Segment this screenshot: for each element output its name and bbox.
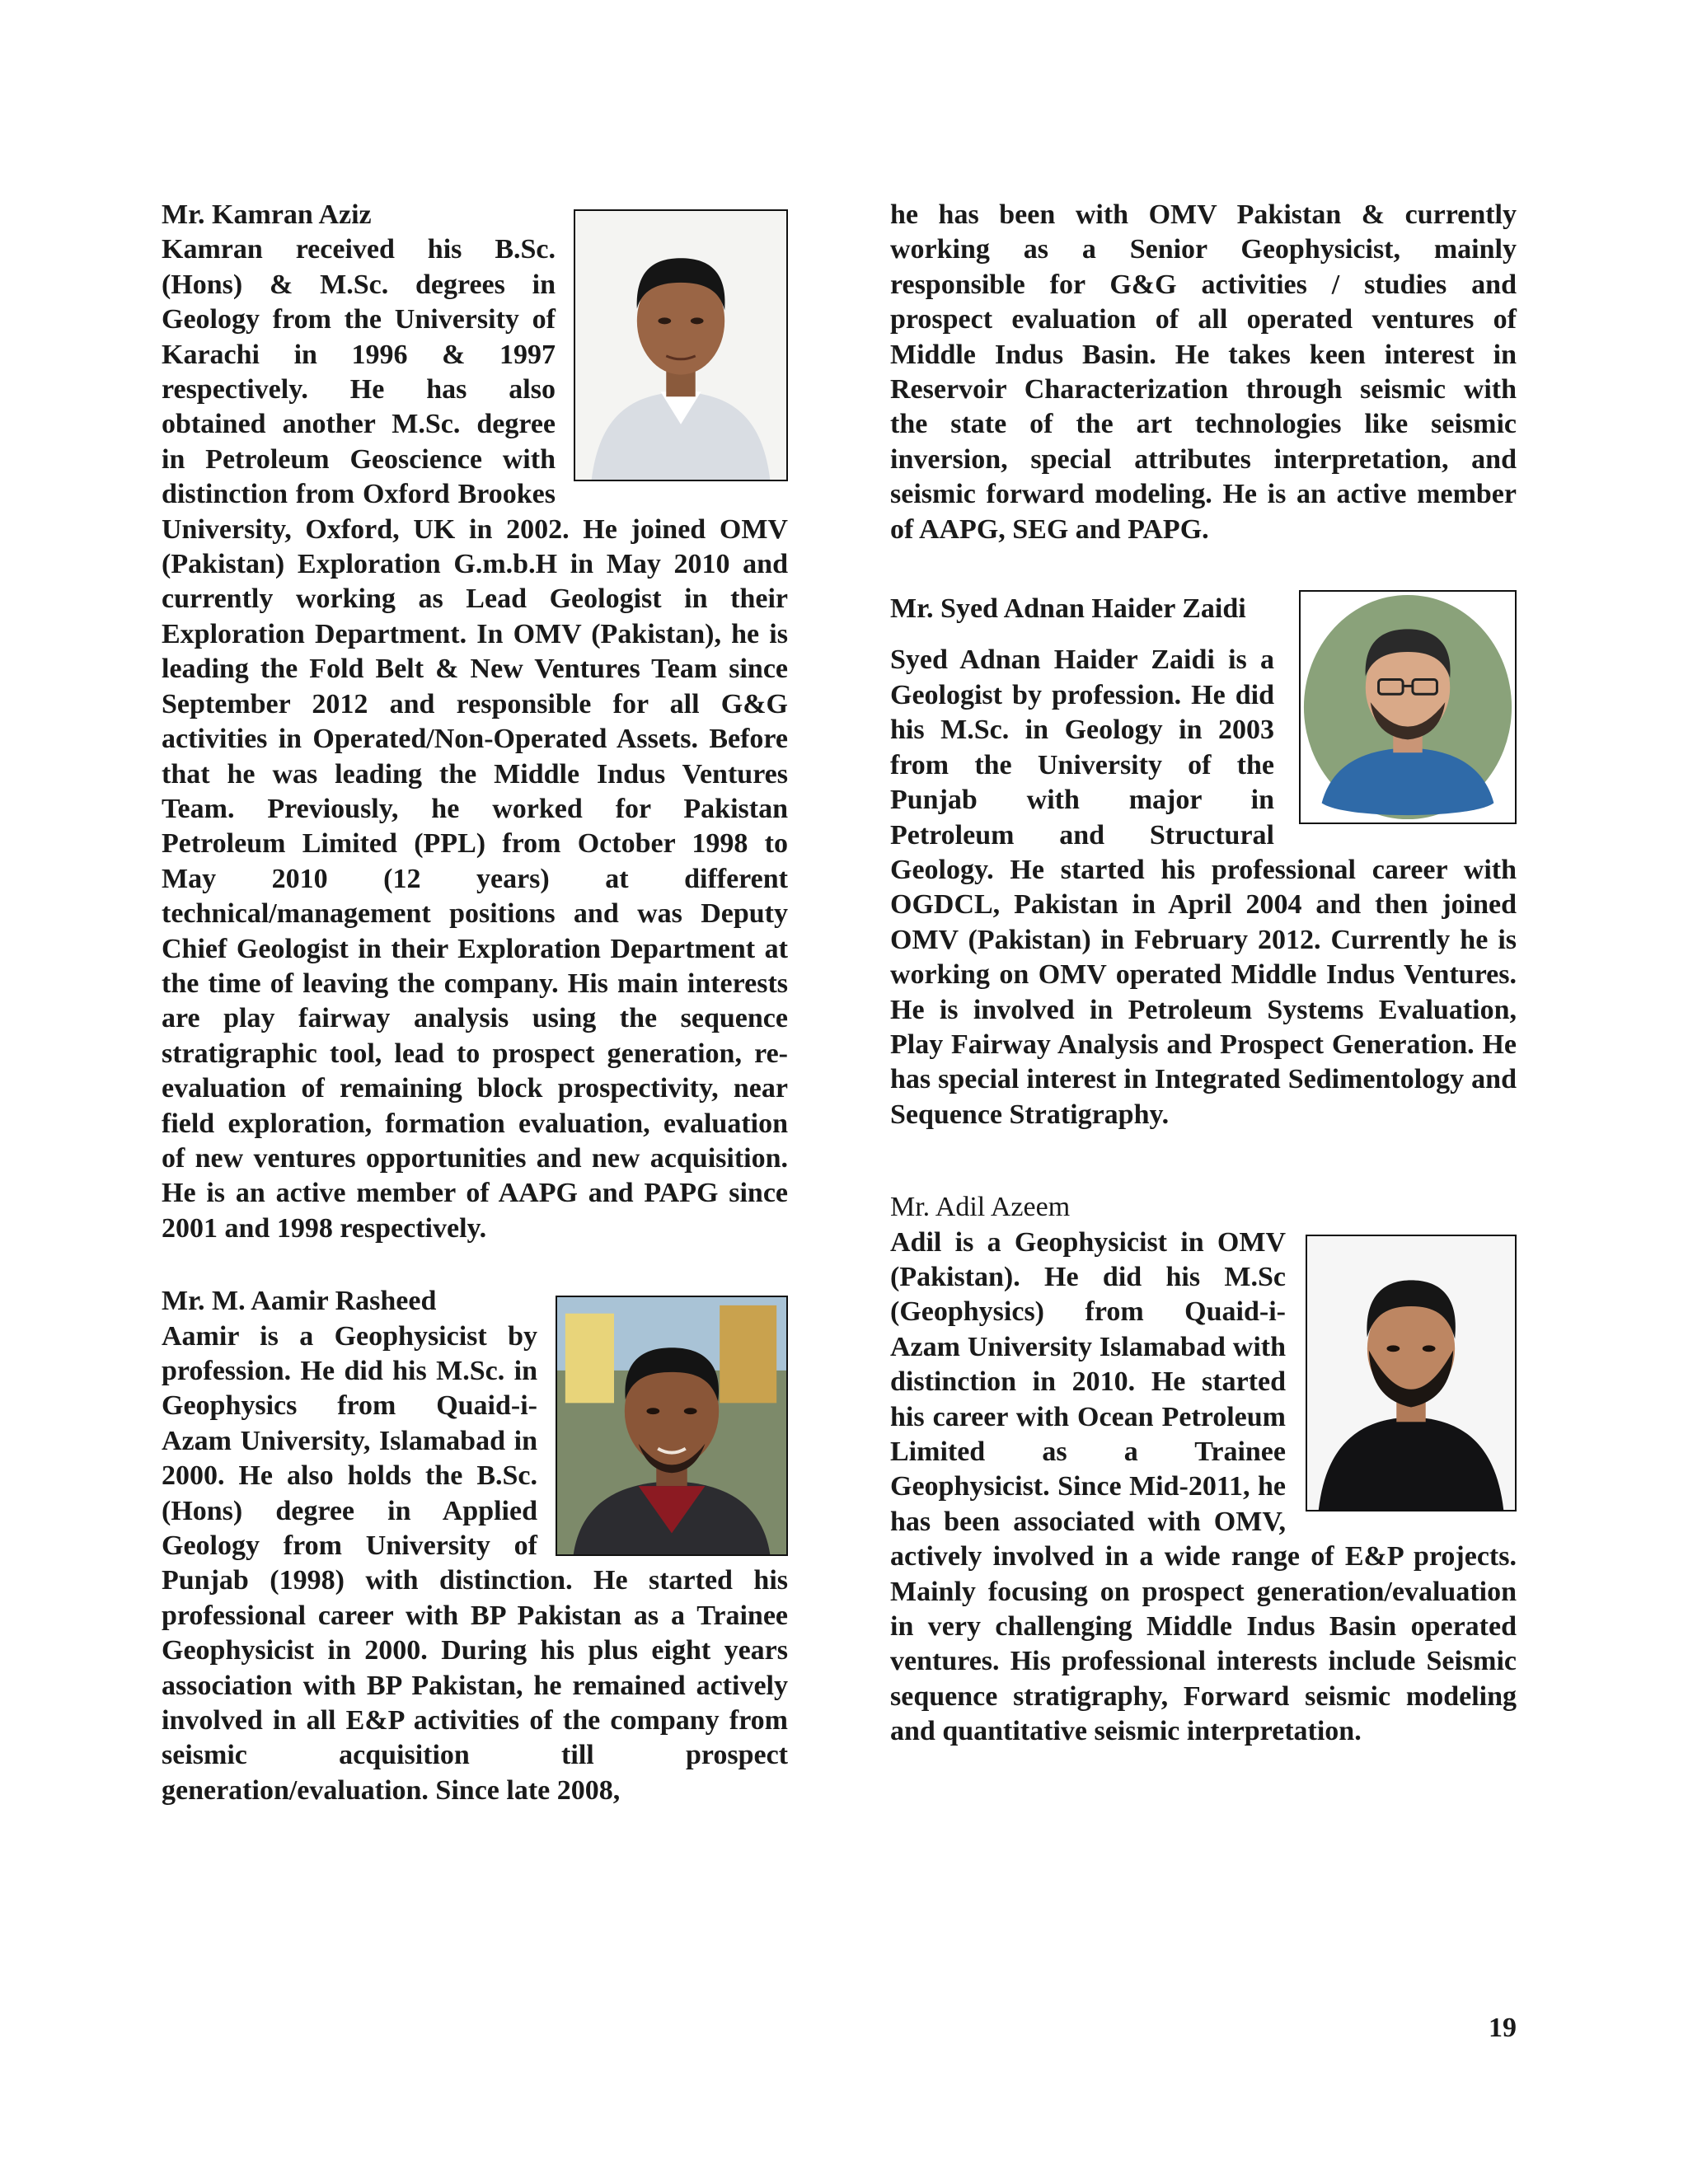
right-column <box>890 198 1517 1750</box>
profile-aamir-rasheed <box>162 1284 788 1808</box>
aamir-rasheed-bio-continued: he has been with OMV Pakistan & currently working as a Senior Geophysicist, mainly responsible for G&G activities / studies and prospect evaluation of all operated ventures of Middle Indus Basin. He takes keen interest in Reservoir Characterization through seismic with the state of the art technologies like seismic inversion, special attributes interpretation, and seismic forward modeling. He is an active member of AAPG, SEG and PAPG. <box>890 199 1517 545</box>
kamran-aziz-name: Mr. Kamran Aziz <box>162 199 372 230</box>
profile-aamir-rasheed-continued <box>890 198 1517 547</box>
profile-adnan-zaidi <box>890 592 1517 1132</box>
aamir-rasheed-name: Mr. M. Aamir Rasheed <box>162 1286 437 1317</box>
kamran-aziz-photo <box>574 209 788 481</box>
adil-azeem-photo <box>1306 1235 1517 1511</box>
adnan-zaidi-bio: Syed Adnan Haider Zaidi is a Geologist by profession. He did his M.Sc. in Geology in 2003 from the University of the Punjab with major in Petroleum and Structural Geology. He started his professional career with OGDCL, Pakistan in April 2004 and then joined OMV (Pakistan) in February 2012. Currently he is working on OMV operated Middle Indus Ventures. He is involved in Petroleum Systems Evaluation, Play Fairway Analysis and Prospect Generation. He has special interest in Integrated Sedimentology and Sequence Stratigraphy. <box>890 644 1517 1130</box>
aamir-rasheed-bio: Aamir is a Geophysicist by profession. He did his M.Sc. in Geophysics from Quaid-i-Azam University, Islamabad in 2000. He also holds the B.Sc. (Hons) degree in Applied Geology from University of Punjab (1998) with distinction. He started his professional career with BP Pakistan as a Trainee Geophysicist in 2000. During his plus eight years association with BP Pakistan, he remained actively involved in all E&P activities of the company from seismic acquisition till prospect generation/evaluation. Since late 2008, <box>162 1320 788 1806</box>
aamir-rasheed-photo <box>556 1296 788 1556</box>
adil-azeem-bio: Adil is a Geophysicist in OMV (Pakistan). He did his M.Sc (Geophysics) from Quaid-i-Azam University Islamabad with distinction in 2010. He started his career with Ocean Petroleum Limited as a Trainee Geophysicist. Since Mid-2011, he has been associated with OMV, actively involved in a wide range of E&P projects. Mainly focusing on prospect generation/evaluation in very challenging Middle Indus Basin operated ventures. His professional interests include Seismic sequence stratigraphy, Forward seismic modeling and quantitative seismic interpretation. <box>890 1226 1517 1747</box>
profile-adil-azeem <box>890 1190 1517 1750</box>
kamran-aziz-bio: Kamran received his B.Sc. (Hons) & M.Sc. degrees in Geology from the University of Karachi in 1996 & 1997 respectively. He has also obtained another M.Sc. degree in Petroleum Geoscience with distinction from Oxford Brookes University, Oxford, UK in 2002. He joined OMV (Pakistan) Exploration G.m.b.H in May 2010 and currently working as Lead Geologist in their Exploration Department. In OMV (Pakistan), he is leading the Fold Belt & New Ventures Team since September 2012 and responsible for all G&G activities in Operated/Non-Operated Assets. Before that he was leading the Middle Indus Ventures Team. Previously, he worked for Pakistan Petroleum Limited (PPL) from October 1998 to May 2010 (12 years) at different technical/management positions and was Deputy Chief Geologist in their Exploration Department at the time of leaving the company. His main interests are play fairway analysis using the sequence stratigraphic tool, lead to prospect generation, re-evaluation of remaining block prospectivity, near field exploration, formation evaluation, evaluation of new ventures opportunities and new acquisition. He is an active member of AAPG and PAPG since 2001 and 1998 respectively. <box>162 234 788 1244</box>
page-number: 19 <box>1489 2013 1517 2043</box>
adnan-zaidi-name: Mr. Syed Adnan Haider Zaidi <box>890 593 1246 625</box>
profile-kamran-aziz <box>162 198 788 1246</box>
adnan-zaidi-photo <box>1299 590 1517 824</box>
left-column <box>162 198 788 1808</box>
adil-azeem-name: Mr. Adil Azeem <box>890 1192 1071 1223</box>
